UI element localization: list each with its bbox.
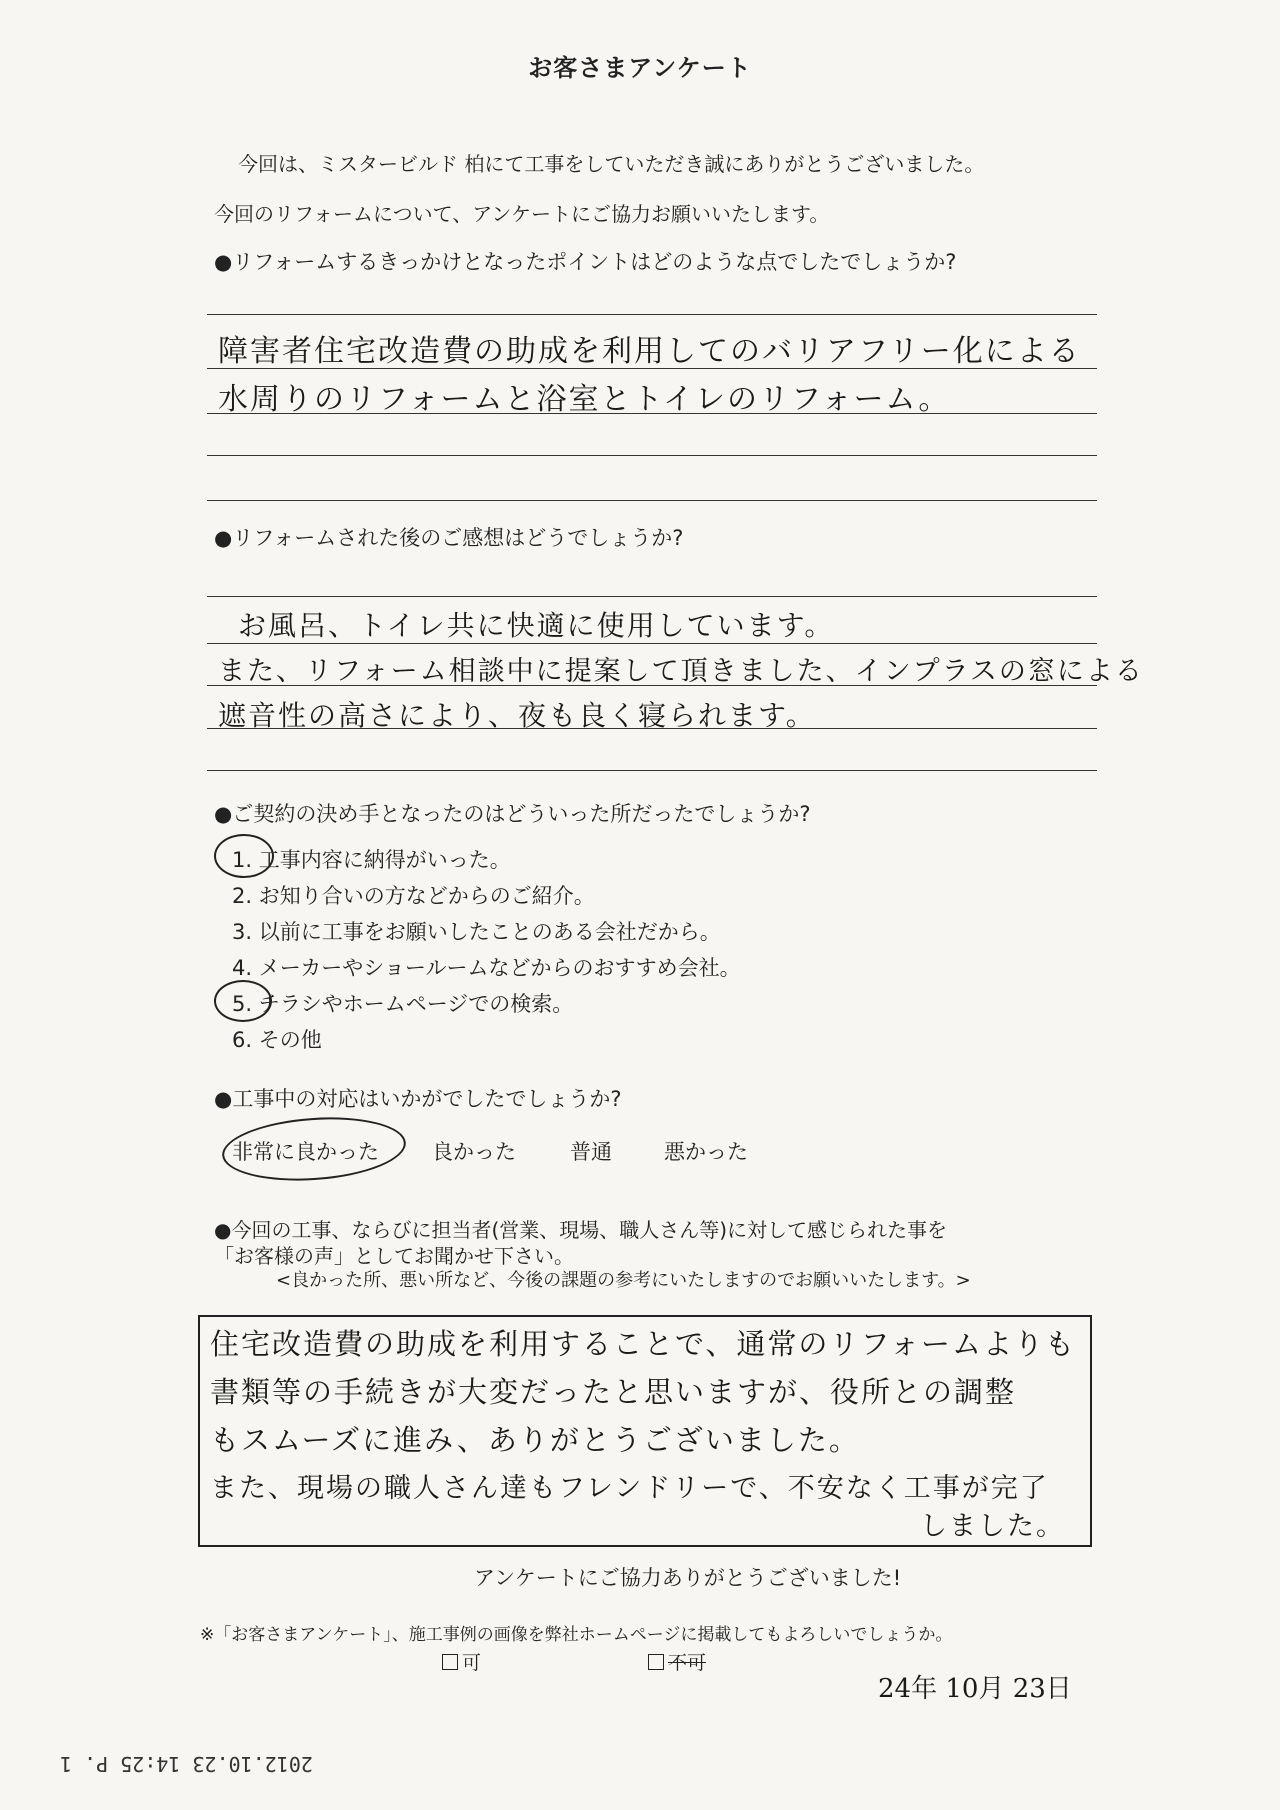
question-4-label: ●工事中の対応はいかがでしたでしょうか? bbox=[214, 1087, 622, 1111]
checkbox-icon bbox=[442, 1654, 458, 1670]
question-3-label: ●ご契約の決め手となったのはどういった所だったでしょうか? bbox=[214, 802, 811, 826]
answer-line bbox=[207, 770, 1097, 771]
question-1-label: ●リフォームするきっかけとなったポイントはどのような点でしたでしょうか? bbox=[214, 250, 957, 274]
question-2-answer-line-2: また、リフォーム相談中に提案して頂きました、インプラスの窓による bbox=[218, 656, 1144, 687]
option-3: 3. 以前に工事をお願いしたことのある会社だから。 bbox=[232, 920, 721, 944]
fax-header: 2012.10.23 14:25 P. 1 bbox=[60, 1752, 313, 1776]
answer-line bbox=[207, 596, 1097, 597]
customer-voice-line-1: 住宅改造費の助成を利用することで、通常のリフォームよりも bbox=[210, 1327, 1076, 1361]
rating-normal: 普通 bbox=[570, 1140, 612, 1164]
question-5-note: <良かった所、悪い所など、今後の課題の参考にいたしますのでお願いいたします。> bbox=[276, 1270, 971, 1291]
option-2: 2. お知り合いの方などからのご紹介。 bbox=[232, 884, 595, 908]
customer-voice-line-4: また、現場の職人さん達もフレンドリーで、不安なく工事が完了 bbox=[210, 1473, 1049, 1504]
option-1: 1. 工事内容に納得がいった。 bbox=[232, 848, 511, 872]
question-5-label-line-1: ●今回の工事、ならびに担当者(営業、現場、職人さん等)に対して感じられた事を bbox=[214, 1218, 948, 1242]
question-2-label: ●リフォームされた後のご感想はどうでしょうか? bbox=[214, 526, 684, 550]
thanks-message: アンケートにご協力ありがとうございました! bbox=[474, 1566, 902, 1590]
question-1-answer-line-1: 障害者住宅改造費の助成を利用してのバリアフリー化による bbox=[218, 334, 1081, 369]
intro-line-1: 今回は、ミスタービルド 柏にて工事をしていただき誠にありがとうございました。 bbox=[238, 152, 985, 176]
customer-voice-line-2: 書類等の手続きが大変だったと思いますが、役所との調整 bbox=[210, 1375, 1017, 1409]
option-4: 4. メーカーやショールームなどからのおすすめ会社。 bbox=[232, 956, 741, 980]
selected-rating-circle bbox=[220, 1112, 408, 1187]
option-5: 5. チラシやホームページでの検索。 bbox=[232, 992, 574, 1016]
consent-no-option bbox=[648, 1648, 706, 1675]
question-1-answer-line-2: 水周りのリフォームと浴室とトイレのリフォーム。 bbox=[218, 382, 951, 417]
intro-line-2: 今回のリフォームについて、アンケートにご協力お願いいたします。 bbox=[214, 202, 830, 226]
consent-no-label: 不可 bbox=[668, 1652, 707, 1674]
consent-yes-option bbox=[442, 1648, 481, 1675]
question-2-answer-line-3: 遮音性の高さにより、夜も良く寝られます。 bbox=[218, 699, 816, 732]
option-6: 6. その他 bbox=[232, 1028, 322, 1052]
rating-bad: 悪かった bbox=[664, 1140, 748, 1164]
consent-question: ※「お客さまアンケート」、施工事例の画像を弊社ホームページに掲載してもよろしいでしょうか。 bbox=[200, 1625, 953, 1645]
rating-good: 良かった bbox=[432, 1140, 516, 1164]
customer-voice-line-5: しました。 bbox=[920, 1511, 1065, 1542]
answer-line bbox=[207, 314, 1097, 315]
survey-date: 24年 10月 23日 bbox=[878, 1674, 1072, 1704]
rating-very-good: 非常に良かった bbox=[232, 1140, 379, 1164]
answer-line bbox=[207, 500, 1097, 501]
selected-option-circle bbox=[214, 834, 274, 878]
customer-voice-line-3: もスムーズに進み、ありがとうございました。 bbox=[210, 1423, 860, 1457]
page-title: お客さまアンケート bbox=[528, 54, 752, 82]
question-2-answer-line-1: お風呂、トイレ共に快適に使用しています。 bbox=[238, 609, 835, 642]
checkbox-icon bbox=[648, 1654, 664, 1670]
selected-option-circle bbox=[214, 980, 272, 1022]
question-5-label-line-2: 「お客様の声」としてお聞かせ下さい。 bbox=[214, 1244, 574, 1268]
consent-yes-label: 可 bbox=[462, 1652, 482, 1674]
answer-line bbox=[207, 455, 1097, 456]
